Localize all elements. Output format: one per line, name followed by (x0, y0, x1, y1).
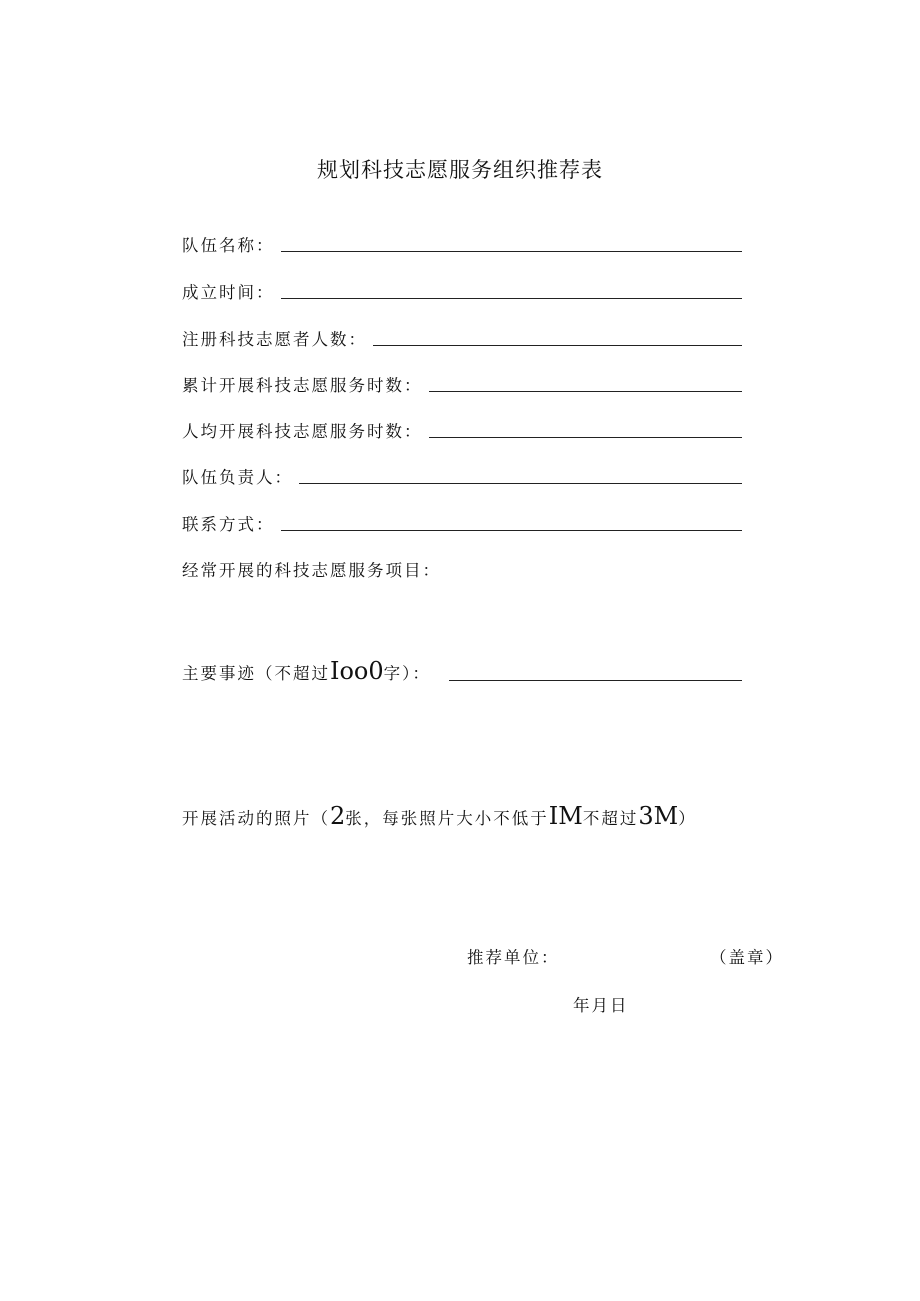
total-hours-field (182, 370, 742, 396)
recommending-unit-label: 推荐单位： (467, 948, 560, 967)
leader-label: 队伍负责人： (182, 468, 293, 487)
page-title: 规划科技志愿服务组织推荐表 (317, 158, 603, 182)
team-name-label: 队伍名称： (182, 236, 275, 255)
photos-requirement: 开展活动的照片（2张，每张照片大小不低于IM不超过3M） (182, 802, 697, 830)
team-name-field (182, 230, 742, 256)
seal-label: （盖章） (710, 948, 784, 967)
leader-line (299, 483, 742, 484)
total-hours-line (429, 391, 743, 392)
date-label: 年月日 (573, 996, 629, 1015)
avg-hours-line (429, 437, 743, 438)
leader-field (182, 462, 742, 488)
avg-hours-field (182, 416, 742, 442)
deeds-line (449, 680, 742, 681)
deeds-label: 主要事迹（不超过Ioo0字）： (182, 657, 431, 685)
projects-label: 经常开展的科技志愿服务项目： (182, 561, 441, 580)
total-hours-label: 累计开展科技志愿服务时数： (182, 376, 423, 395)
avg-hours-label: 人均开展科技志愿服务时数： (182, 422, 423, 441)
registered-volunteers-line (373, 345, 742, 346)
contact-field (182, 509, 742, 535)
deeds-field (182, 655, 742, 685)
founded-field (182, 277, 742, 303)
registered-volunteers-field (182, 324, 742, 350)
founded-line (281, 298, 743, 299)
contact-line (281, 530, 743, 531)
contact-label: 联系方式： (182, 515, 275, 534)
team-name-line (281, 251, 743, 252)
founded-label: 成立时间： (182, 283, 275, 302)
registered-volunteers-label: 注册科技志愿者人数： (182, 330, 367, 349)
